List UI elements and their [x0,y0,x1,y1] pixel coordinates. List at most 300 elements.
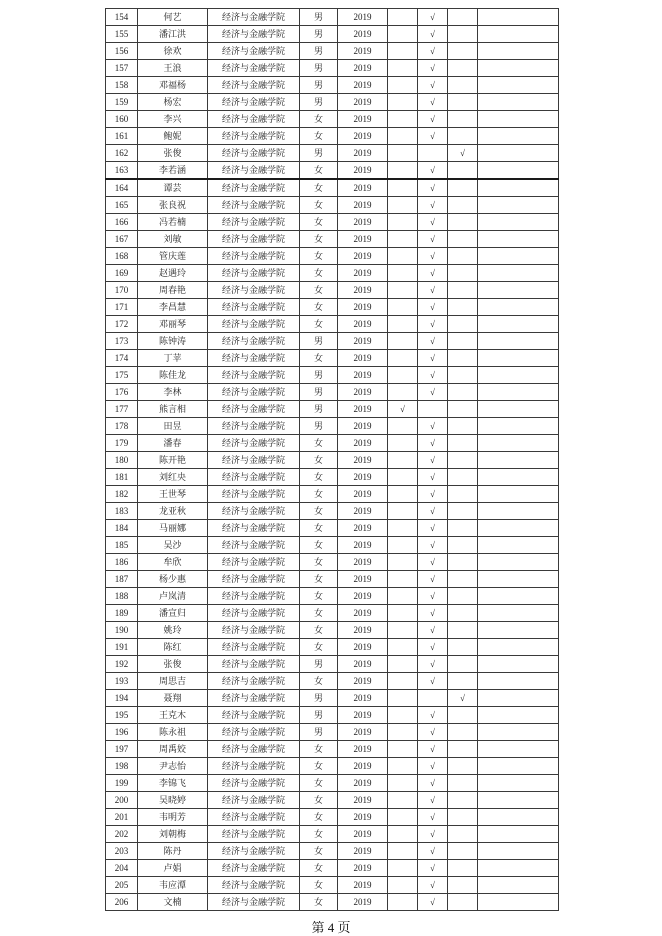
cell-year: 2019 [338,43,388,60]
cell-no: 176 [106,384,138,401]
table-row [106,894,559,911]
cell-check-c9 [478,94,559,111]
cell-check-c8 [448,179,478,197]
cell-college: 经济与金融学院 [208,145,300,162]
cell-check-c8 [448,77,478,94]
cell-check-c9 [478,639,559,656]
table-row [106,179,559,197]
cell-no: 188 [106,588,138,605]
cell-no: 154 [106,9,138,26]
cell-no: 175 [106,367,138,384]
cell-no: 163 [106,162,138,180]
cell-check-c6 [388,26,418,43]
cell-no: 162 [106,145,138,162]
cell-name: 李兴 [138,111,208,128]
cell-gender: 女 [300,792,338,809]
cell-check-c9 [478,758,559,775]
table-row [106,758,559,775]
cell-check-c7: √ [418,843,448,860]
table-row [106,792,559,809]
cell-gender: 男 [300,656,338,673]
table-row [106,520,559,537]
cell-year: 2019 [338,248,388,265]
table-row [106,333,559,350]
student-table-body [106,9,559,911]
cell-name: 丁苹 [138,350,208,367]
cell-check-c6 [388,248,418,265]
table-row [106,452,559,469]
cell-gender: 男 [300,418,338,435]
cell-name: 周春艳 [138,282,208,299]
cell-name: 谭芸 [138,179,208,197]
cell-no: 185 [106,537,138,554]
cell-gender: 女 [300,622,338,639]
cell-check-c7: √ [418,77,448,94]
cell-year: 2019 [338,520,388,537]
cell-college: 经济与金融学院 [208,367,300,384]
cell-name: 杨少惠 [138,571,208,588]
cell-gender: 女 [300,520,338,537]
cell-check-c9 [478,231,559,248]
cell-year: 2019 [338,384,388,401]
cell-college: 经济与金融学院 [208,571,300,588]
cell-check-c9 [478,792,559,809]
cell-no: 181 [106,469,138,486]
cell-check-c8 [448,860,478,877]
cell-college: 经济与金融学院 [208,826,300,843]
cell-check-c9 [478,554,559,571]
cell-name: 杨宏 [138,94,208,111]
cell-no: 186 [106,554,138,571]
cell-name: 韦明芳 [138,809,208,826]
table-row [106,724,559,741]
cell-no: 178 [106,418,138,435]
cell-check-c8 [448,809,478,826]
table-row [106,503,559,520]
cell-year: 2019 [338,894,388,911]
cell-check-c7: √ [418,248,448,265]
cell-name: 刘敏 [138,231,208,248]
cell-college: 经济与金融学院 [208,673,300,690]
table-row [106,826,559,843]
cell-no: 167 [106,231,138,248]
cell-year: 2019 [338,758,388,775]
cell-check-c9 [478,299,559,316]
cell-no: 160 [106,111,138,128]
cell-check-c9 [478,877,559,894]
cell-check-c6 [388,877,418,894]
cell-check-c6 [388,741,418,758]
cell-check-c6 [388,452,418,469]
cell-college: 经济与金融学院 [208,452,300,469]
cell-name: 熊言相 [138,401,208,418]
cell-name: 陈红 [138,639,208,656]
cell-check-c8 [448,333,478,350]
cell-gender: 女 [300,809,338,826]
cell-name: 牟欣 [138,554,208,571]
cell-college: 经济与金融学院 [208,248,300,265]
cell-check-c6 [388,231,418,248]
cell-check-c7: √ [418,707,448,724]
cell-check-c9 [478,894,559,911]
cell-check-c6 [388,894,418,911]
cell-name: 王浪 [138,60,208,77]
cell-check-c6 [388,860,418,877]
table-row [106,282,559,299]
cell-college: 经济与金融学院 [208,486,300,503]
cell-year: 2019 [338,265,388,282]
cell-name: 潘春 [138,435,208,452]
cell-check-c6 [388,690,418,707]
cell-check-c6 [388,384,418,401]
cell-no: 202 [106,826,138,843]
table-row [106,469,559,486]
cell-gender: 女 [300,299,338,316]
cell-check-c6 [388,265,418,282]
cell-check-c8 [448,537,478,554]
table-row [106,350,559,367]
cell-check-c9 [478,128,559,145]
cell-check-c9 [478,571,559,588]
cell-gender: 女 [300,469,338,486]
cell-name: 卢岚清 [138,588,208,605]
cell-check-c9 [478,605,559,622]
cell-check-c7: √ [418,741,448,758]
cell-check-c7: √ [418,656,448,673]
cell-check-c6 [388,197,418,214]
cell-college: 经济与金融学院 [208,265,300,282]
cell-no: 187 [106,571,138,588]
cell-check-c9 [478,26,559,43]
cell-check-c9 [478,537,559,554]
cell-check-c7: √ [418,9,448,26]
cell-name: 陈永祖 [138,724,208,741]
table-row [106,741,559,758]
cell-college: 经济与金融学院 [208,9,300,26]
cell-check-c8 [448,605,478,622]
cell-name: 邓福杨 [138,77,208,94]
cell-year: 2019 [338,77,388,94]
cell-check-c8 [448,639,478,656]
cell-check-c7: √ [418,231,448,248]
table-row [106,639,559,656]
cell-no: 172 [106,316,138,333]
cell-check-c7: √ [418,809,448,826]
cell-year: 2019 [338,94,388,111]
cell-college: 经济与金融学院 [208,214,300,231]
cell-name: 潘宣归 [138,605,208,622]
cell-gender: 女 [300,605,338,622]
cell-year: 2019 [338,707,388,724]
cell-check-c6 [388,9,418,26]
cell-year: 2019 [338,282,388,299]
cell-check-c7: √ [418,60,448,77]
cell-no: 194 [106,690,138,707]
cell-gender: 女 [300,214,338,231]
cell-check-c6: √ [388,401,418,418]
cell-check-c8 [448,350,478,367]
cell-check-c7: √ [418,605,448,622]
cell-check-c9 [478,248,559,265]
cell-name: 陈佳龙 [138,367,208,384]
cell-year: 2019 [338,299,388,316]
cell-check-c8 [448,758,478,775]
cell-name: 张俊 [138,656,208,673]
cell-check-c9 [478,401,559,418]
cell-check-c9 [478,673,559,690]
cell-check-c6 [388,639,418,656]
cell-check-c8 [448,111,478,128]
cell-check-c6 [388,350,418,367]
cell-gender: 女 [300,316,338,333]
cell-check-c6 [388,128,418,145]
cell-year: 2019 [338,503,388,520]
page-number: 第 4 页 [311,920,351,935]
cell-check-c9 [478,826,559,843]
cell-college: 经济与金融学院 [208,111,300,128]
cell-college: 经济与金融学院 [208,316,300,333]
cell-gender: 女 [300,758,338,775]
table-row [106,673,559,690]
cell-college: 经济与金融学院 [208,894,300,911]
cell-college: 经济与金融学院 [208,26,300,43]
cell-check-c8 [448,826,478,843]
cell-year: 2019 [338,724,388,741]
cell-name: 卢娟 [138,860,208,877]
cell-check-c6 [388,333,418,350]
cell-check-c9 [478,809,559,826]
cell-college: 经济与金融学院 [208,128,300,145]
cell-name: 文楠 [138,894,208,911]
cell-no: 200 [106,792,138,809]
table-row [106,809,559,826]
cell-year: 2019 [338,350,388,367]
cell-year: 2019 [338,809,388,826]
cell-check-c6 [388,60,418,77]
cell-no: 201 [106,809,138,826]
cell-check-c8 [448,554,478,571]
cell-no: 189 [106,605,138,622]
cell-year: 2019 [338,588,388,605]
cell-year: 2019 [338,197,388,214]
cell-college: 经济与金融学院 [208,639,300,656]
cell-year: 2019 [338,214,388,231]
cell-check-c8 [448,299,478,316]
cell-check-c9 [478,111,559,128]
cell-name: 李锦飞 [138,775,208,792]
cell-name: 周思吉 [138,673,208,690]
cell-check-c9 [478,316,559,333]
table-row [106,571,559,588]
cell-college: 经济与金融学院 [208,231,300,248]
cell-no: 158 [106,77,138,94]
cell-college: 经济与金融学院 [208,401,300,418]
cell-year: 2019 [338,877,388,894]
cell-college: 经济与金融学院 [208,843,300,860]
cell-check-c8 [448,401,478,418]
cell-check-c9 [478,690,559,707]
cell-year: 2019 [338,435,388,452]
cell-name: 陈钟涛 [138,333,208,350]
cell-check-c9 [478,503,559,520]
cell-check-c6 [388,605,418,622]
cell-name: 尹志怡 [138,758,208,775]
cell-check-c8 [448,435,478,452]
cell-check-c7: √ [418,673,448,690]
cell-no: 161 [106,128,138,145]
cell-check-c8 [448,367,478,384]
cell-check-c9 [478,775,559,792]
cell-name: 李昌慧 [138,299,208,316]
cell-name: 鲍妮 [138,128,208,145]
cell-no: 170 [106,282,138,299]
cell-check-c8 [448,248,478,265]
cell-check-c7: √ [418,724,448,741]
cell-no: 191 [106,639,138,656]
cell-name: 姚玲 [138,622,208,639]
cell-year: 2019 [338,333,388,350]
table-row [106,588,559,605]
cell-no: 193 [106,673,138,690]
cell-no: 173 [106,333,138,350]
cell-college: 经济与金融学院 [208,197,300,214]
cell-year: 2019 [338,367,388,384]
cell-gender: 男 [300,26,338,43]
table-row [106,231,559,248]
table-row [106,111,559,128]
cell-year: 2019 [338,316,388,333]
cell-college: 经济与金融学院 [208,60,300,77]
cell-check-c8 [448,231,478,248]
cell-college: 经济与金融学院 [208,690,300,707]
cell-check-c7: √ [418,758,448,775]
cell-check-c9 [478,77,559,94]
cell-no: 184 [106,520,138,537]
cell-check-c6 [388,145,418,162]
cell-college: 经济与金融学院 [208,656,300,673]
cell-college: 经济与金融学院 [208,758,300,775]
cell-no: 197 [106,741,138,758]
cell-college: 经济与金融学院 [208,622,300,639]
cell-year: 2019 [338,231,388,248]
cell-check-c9 [478,707,559,724]
table-row [106,690,559,707]
cell-check-c8 [448,469,478,486]
cell-no: 205 [106,877,138,894]
cell-check-c7: √ [418,622,448,639]
cell-no: 169 [106,265,138,282]
cell-check-c9 [478,452,559,469]
cell-check-c6 [388,162,418,180]
cell-check-c8 [448,9,478,26]
cell-year: 2019 [338,639,388,656]
cell-check-c9 [478,179,559,197]
cell-check-c9 [478,622,559,639]
cell-check-c8 [448,775,478,792]
cell-gender: 女 [300,282,338,299]
page-footer [0,917,662,936]
cell-no: 171 [106,299,138,316]
cell-check-c9 [478,350,559,367]
cell-name: 韦应潭 [138,877,208,894]
table-row [106,656,559,673]
cell-no: 183 [106,503,138,520]
cell-check-c6 [388,316,418,333]
cell-no: 155 [106,26,138,43]
table-row [106,128,559,145]
cell-check-c8 [448,162,478,180]
cell-no: 164 [106,179,138,197]
cell-gender: 女 [300,775,338,792]
cell-check-c7: √ [418,826,448,843]
cell-gender: 男 [300,333,338,350]
cell-check-c6 [388,77,418,94]
cell-check-c8 [448,94,478,111]
cell-name: 赵遇玲 [138,265,208,282]
cell-check-c8 [448,622,478,639]
cell-check-c7 [418,145,448,162]
cell-gender: 女 [300,639,338,656]
cell-gender: 女 [300,179,338,197]
cell-gender: 男 [300,60,338,77]
cell-gender: 女 [300,537,338,554]
cell-check-c8 [448,418,478,435]
table-row [106,707,559,724]
cell-year: 2019 [338,622,388,639]
table-row [106,537,559,554]
cell-college: 经济与金融学院 [208,503,300,520]
cell-check-c7: √ [418,214,448,231]
cell-year: 2019 [338,860,388,877]
cell-check-c8 [448,656,478,673]
cell-check-c6 [388,622,418,639]
cell-year: 2019 [338,418,388,435]
cell-name: 田昱 [138,418,208,435]
cell-check-c6 [388,435,418,452]
cell-year: 2019 [338,401,388,418]
cell-college: 经济与金融学院 [208,860,300,877]
cell-name: 张良祝 [138,197,208,214]
cell-name: 周禹姣 [138,741,208,758]
table-row [106,316,559,333]
table-row [106,775,559,792]
cell-check-c7: √ [418,537,448,554]
cell-check-c7: √ [418,111,448,128]
cell-check-c9 [478,588,559,605]
cell-check-c9 [478,43,559,60]
table-row [106,860,559,877]
cell-no: 195 [106,707,138,724]
cell-name: 龙亚秋 [138,503,208,520]
cell-check-c6 [388,656,418,673]
cell-college: 经济与金融学院 [208,707,300,724]
cell-year: 2019 [338,656,388,673]
student-table [105,8,559,911]
cell-gender: 女 [300,503,338,520]
cell-gender: 女 [300,435,338,452]
cell-check-c7: √ [418,197,448,214]
table-row [106,214,559,231]
cell-gender: 女 [300,826,338,843]
table-row [106,197,559,214]
cell-check-c7 [418,401,448,418]
cell-check-c7: √ [418,299,448,316]
cell-college: 经济与金融学院 [208,554,300,571]
cell-check-c7: √ [418,94,448,111]
cell-check-c9 [478,282,559,299]
cell-college: 经济与金融学院 [208,282,300,299]
cell-check-c7: √ [418,435,448,452]
